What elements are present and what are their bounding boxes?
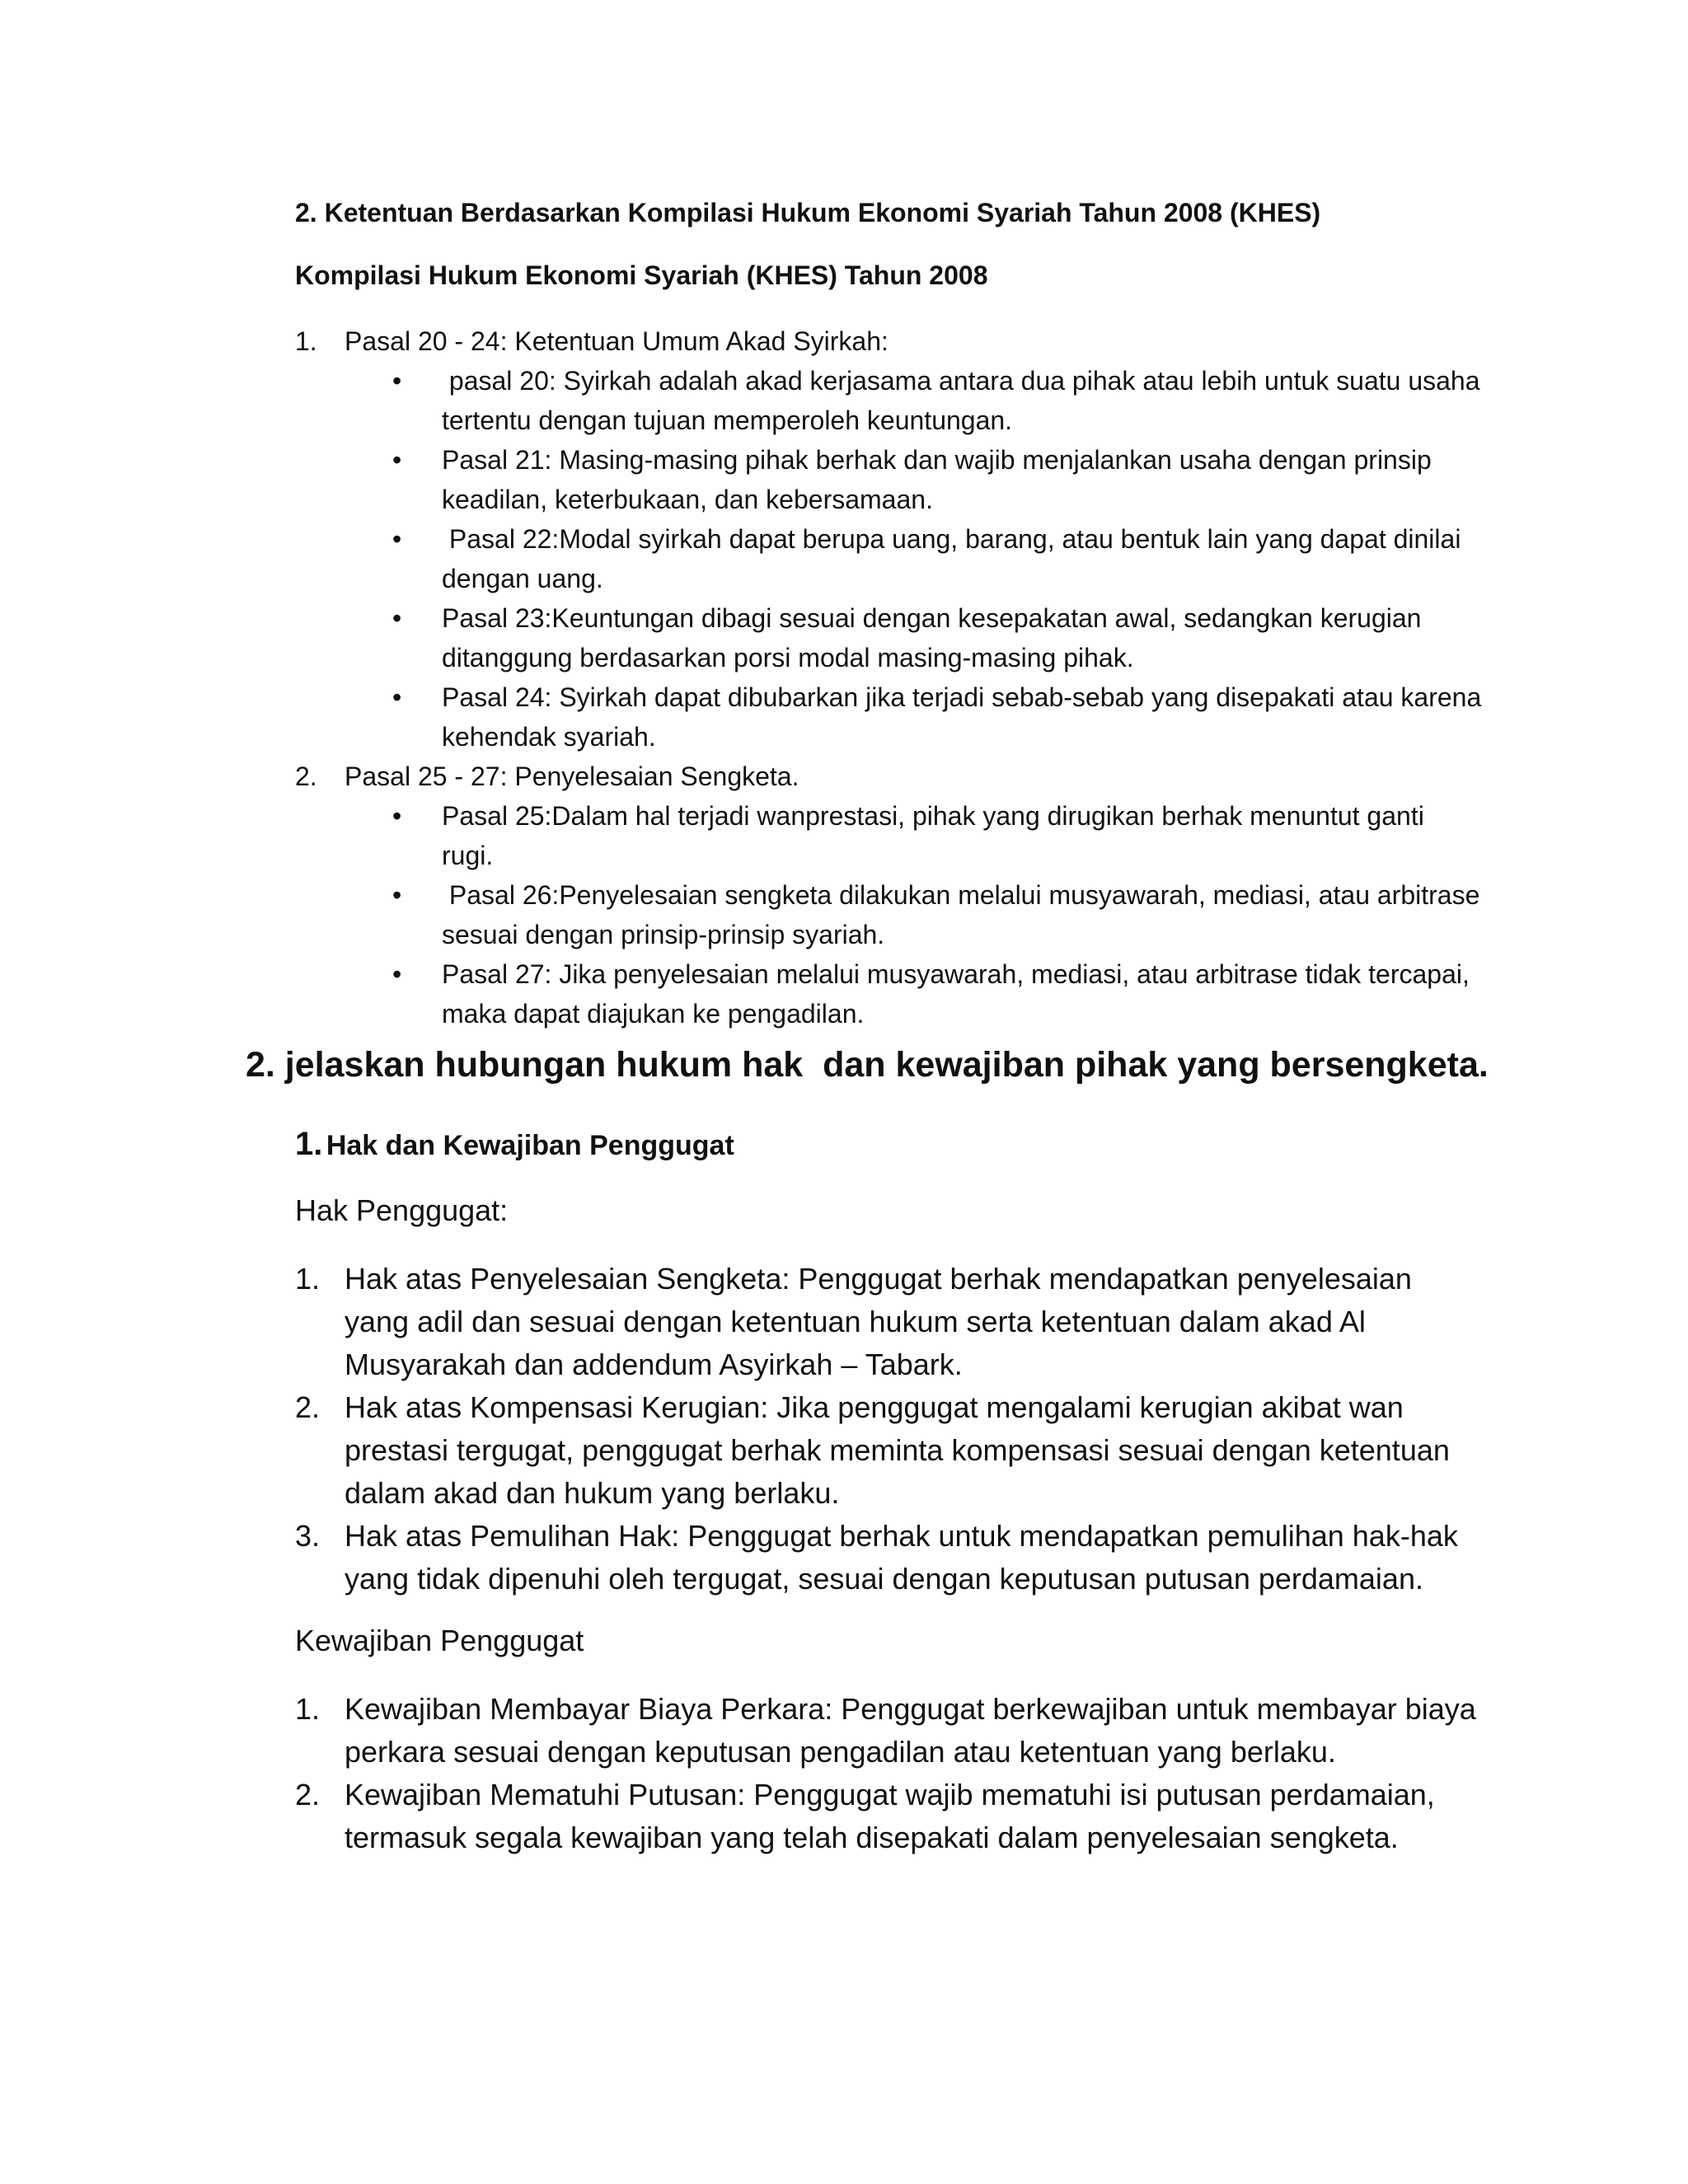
- heading-text: Hak dan Kewajiban Penggugat: [326, 1130, 734, 1161]
- list-number: 3.: [295, 1519, 321, 1553]
- list-item-text: Kewajiban Membayar Biaya Perkara: Penggugat berkewajiban untuk membayar biaya perkara sesuai dengan keputusan pengadilan atau ketentuan yang berlaku.: [345, 1692, 1476, 1769]
- list-number: 2.: [295, 762, 317, 791]
- penggugat-heading: [295, 1126, 734, 1163]
- list-item: [295, 321, 1482, 361]
- list-number: 1.: [295, 1692, 321, 1726]
- question-heading: 2. jelaskan hubungan hukum hak dan kewajiban pihak yang bersengketa.: [246, 1045, 1489, 1085]
- list-item-text: Kewajiban Mematuhi Putusan: Penggugat wajib mematuhi isi putusan perdamaian, termasuk segala kewajiban yang telah disepakati dalam penyelesaian sengketa.: [345, 1778, 1435, 1854]
- bullet-text: Pasal 26:Penyelesaian sengketa dilakukan melalui musyawarah, mediasi, atau arbitrase sesuai dengan prinsip-prinsip syariah.: [442, 880, 1488, 949]
- list-item: [295, 1515, 1482, 1601]
- list-item: [295, 1688, 1482, 1774]
- section-title: 2. Ketentuan Berdasarkan Kompilasi Hukum Ekonomi Syariah Tahun 2008 (KHES): [295, 198, 1321, 227]
- bullet-icon: •: [392, 801, 402, 831]
- bullet-text: Pasal 22:Modal syirkah dapat berupa uang, barang, atau bentuk lain yang dapat dinilai dengan uang.: [442, 524, 1469, 593]
- bullet-icon: •: [392, 366, 402, 396]
- list-number: 1.: [295, 1262, 321, 1296]
- list-item: [295, 1258, 1482, 1386]
- list-item-text: Hak atas Kompensasi Kerugian: Jika penggugat mengalami kerugian akibat wan prestasi tergugat, penggugat berhak meminta kompensasi sesuai dengan ketentuan dalam akad dan hukum yang berlaku.: [345, 1390, 1450, 1510]
- bullet-item: [295, 677, 1482, 757]
- bullet-text: Pasal 25:Dalam hal terjadi wanprestasi, pihak yang dirugikan berhak menuntut ganti rugi.: [442, 801, 1424, 870]
- list-number: 2.: [295, 1390, 321, 1424]
- list-item-text: Pasal 25 - 27: Penyelesaian Sengketa.: [345, 762, 799, 791]
- heading-number: 1.: [295, 1126, 323, 1162]
- bullet-text: pasal 20: Syirkah adalah akad kerjasama antara dua pihak atau lebih untuk suatu usaha tertentu dengan tujuan memperoleh keuntungan.: [442, 366, 1488, 435]
- bullet-item: [295, 598, 1482, 677]
- bullet-icon: •: [392, 959, 402, 989]
- list-item: [295, 1774, 1482, 1859]
- bullet-icon: •: [392, 880, 402, 910]
- list-item-text: Pasal 20 - 24: Ketentuan Umum Akad Syirkah:: [345, 326, 889, 356]
- bullet-icon: •: [392, 524, 402, 554]
- bullet-item: [295, 875, 1488, 954]
- bullet-item: [295, 519, 1482, 598]
- bullet-icon: •: [392, 603, 402, 633]
- bullet-text: Pasal 27: Jika penyelesaian melalui musyawarah, mediasi, atau arbitrase tidak tercapai, maka dapat diajukan ke pengadilan.: [442, 959, 1470, 1029]
- bullet-text: Pasal 21: Masing-masing pihak berhak dan wajib menjalankan usaha dengan prinsip keadilan, keterbukaan, dan kebersamaan.: [442, 445, 1432, 514]
- kewajiban-list: [295, 1688, 1482, 1859]
- list-number: 1.: [295, 326, 317, 356]
- list-item: [295, 757, 1482, 796]
- kewajiban-penggugat-label: Kewajiban Penggugat: [295, 1624, 584, 1657]
- bullet-item: [295, 361, 1488, 440]
- list-number: 2.: [295, 1778, 321, 1811]
- bullet-icon: •: [392, 445, 402, 475]
- bullet-text: Pasal 24: Syirkah dapat dibubarkan jika terjadi sebab-sebab yang disepakati atau karena kehendak syariah.: [442, 682, 1482, 752]
- bullet-item: [295, 796, 1482, 875]
- list-item: [295, 1386, 1482, 1515]
- hak-penggugat-label: Hak Penggugat:: [295, 1193, 509, 1227]
- bullet-item: [295, 440, 1482, 519]
- bullet-icon: •: [392, 682, 402, 712]
- khes-list: [295, 321, 1488, 1033]
- bullet-item: [295, 954, 1482, 1033]
- hak-list: [295, 1258, 1482, 1601]
- list-item-text: Hak atas Pemulihan Hak: Penggugat berhak untuk mendapatkan pemulihan hak-hak yang tidak dipenuhi oleh tergugat, sesuai dengan keputusan putusan perdamaian.: [345, 1519, 1458, 1596]
- bullet-text: Pasal 23:Keuntungan dibagi sesuai dengan kesepakatan awal, sedangkan kerugian ditanggung berdasarkan porsi modal masing-masing pihak.: [442, 603, 1422, 673]
- section-subtitle: Kompilasi Hukum Ekonomi Syariah (KHES) Tahun 2008: [295, 260, 988, 290]
- list-item-text: Hak atas Penyelesaian Sengketa: Penggugat berhak mendapatkan penyelesaian yang adil dan sesuai dengan ketentuan hukum serta ketentuan dalam akad Al Musyarakah dan addendum Asyirkah – Tabark.: [345, 1262, 1412, 1381]
